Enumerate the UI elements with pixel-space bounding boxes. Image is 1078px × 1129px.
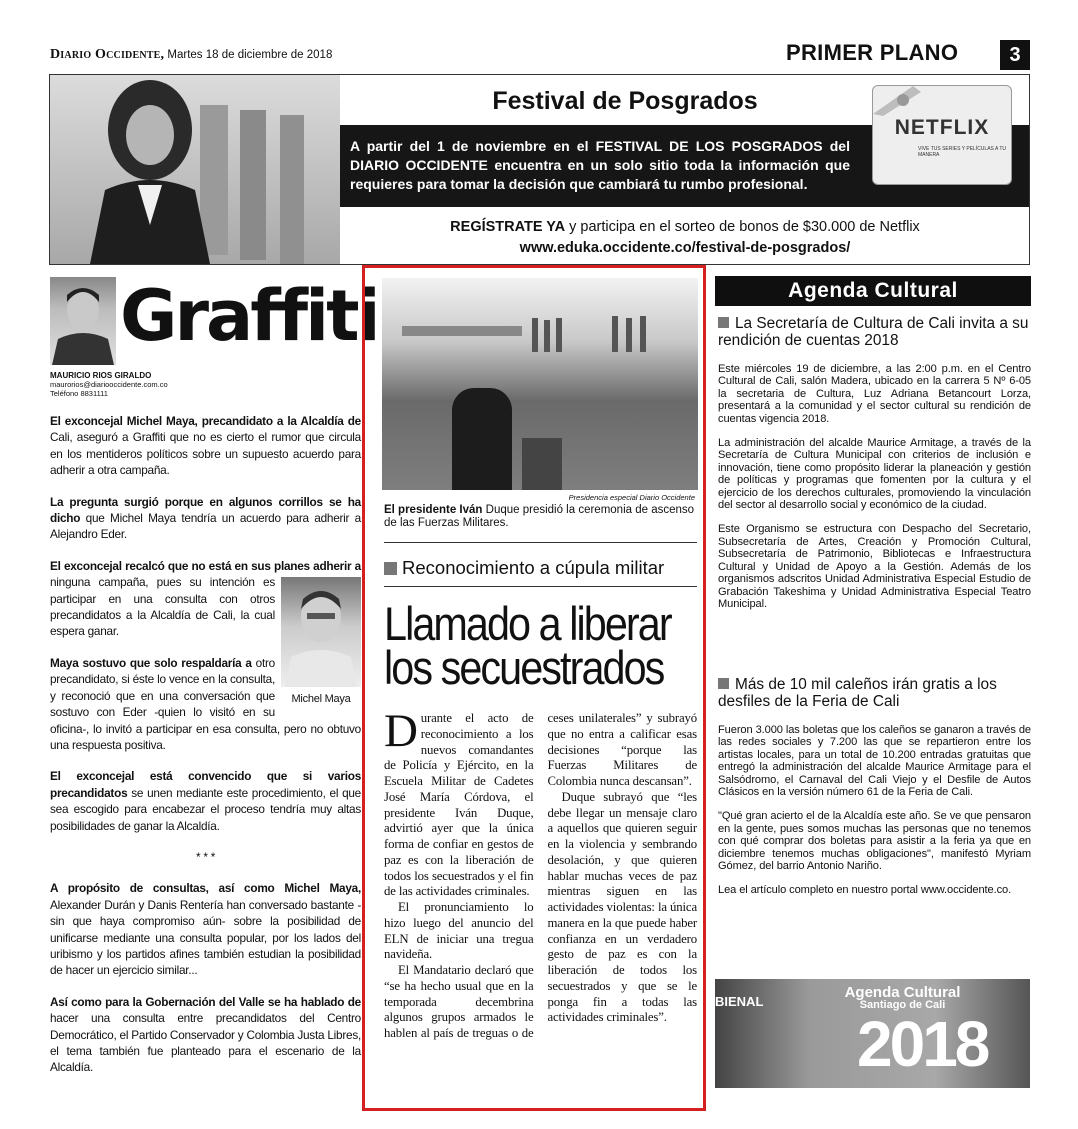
- story-paragraph: Durante el acto de reconocimiento a los nuevos comandantes de Policía y Ejército, en la Escuela Militar de Cadetes José María Córdova, el presidente Iván Duque, advirtió ayer que la única forma de confiar en gestos de paz es con la liberación de todos los secuestrados y el fin de las actividades criminales.: [384, 705, 534, 899]
- netflix-tagline: VIVE TUS SERIES Y PELÍCULAS A TU MANERA: [918, 146, 1007, 158]
- graffiti-title: Graffiti: [120, 275, 378, 357]
- ad-photo-businesswoman: [50, 75, 340, 264]
- story-kicker: Reconocimiento a cúpula militar: [384, 557, 664, 579]
- graffiti-paragraph: El exconcejal recalcó que no está en sus planes adherir a Michel Maya ninguna campaña, pues su intención es participar en una consulta con otros precandidatos a la Alcaldía de Cali, la cual espera ganar.: [50, 558, 361, 640]
- masthead: [50, 47, 332, 63]
- story-photo-president: [382, 278, 698, 490]
- banner-title: Agenda Cultural: [844, 984, 961, 1001]
- graffiti-paragraph: El exconcejal está convencido que si varios precandidatos se unen mediante este procedimiento, el que sea escogido para encabezar el proceso tendría muy altas posibilidades de ganar la Alcaldía.: [50, 769, 361, 833]
- square-bullet-icon: [718, 317, 729, 328]
- author-phone: Teléfono 8831111: [50, 389, 108, 398]
- divider: [384, 586, 697, 587]
- section-title: PRIMER PLANO: [786, 40, 959, 65]
- section-divider-stars: * * *: [195, 849, 216, 864]
- graffiti-body: [50, 413, 361, 1091]
- cta-bold: REGÍSTRATE YA: [450, 219, 566, 235]
- agenda-cultural-banner[interactable]: [715, 979, 1030, 1088]
- graffiti-paragraph: La pregunta surgió porque en algunos corrillos se ha dicho que Michel Maya tendría un acuerdo para adherir a Alejandro Eder.: [50, 494, 361, 542]
- divider: [384, 542, 697, 543]
- photo-credit: Presidencia especial Diario Occidente: [568, 493, 695, 502]
- author-email[interactable]: maurorios@diariooccidente.com.co: [50, 380, 168, 389]
- ad-url[interactable]: www.eduka.occidente.co/festival-de-posgrados/: [519, 240, 851, 256]
- graffiti-paragraph: El exconcejal Michel Maya, precandidato a la Alcaldía de Cali, aseguró a Graffiti que no es cierto el rumor que circula en los mentideros políticos sobre un supuesto acuerdo para adherir a otra campaña.: [50, 414, 361, 478]
- netflix-gift-card: [872, 85, 1012, 185]
- agenda-article-1: Este miércoles 19 de diciembre, a las 2:00 p.m. en el Centro Cultural de Cali, salón Madera, ubicado en la carrera 5 Nº 6-05 la secretaria de Cultura, Luz Adriana Betancourt Lorza, presentará a la comunidad y el sector cultural su rendición de cuentas vigencia 2018. La administración del alcalde Maurice Armitage, a través de la Secretaría de Cultura Municipal con criterios de inclusión e innovación, tiene como propósito liderar la planeación y gestión de políticas y programas que fomenten por la cultura y el ejercicio de los derechos culturales, promoviendo la vinculación del sector al desarrollo social y económico de la ciudad. Este Organismo se estructura con Despacho del Secretario, Subsecretaría de Artes, Creación y Promoción Cultural, Subsecretaría de Patrimonio, Bibliotecas e Infraestructura Cultural y Unidad de Apoyo a la Gestión. Además de los organismos adscritos Unidad Administrativa Especial Estudio de Grabación Takeshima y Unidad Administrativa Especial Teatro Municipal.: [718, 363, 1031, 610]
- gift-ribbon-icon: [873, 86, 1011, 116]
- ad-band-text: A partir del 1 de noviembre en el FESTIVAL DE LOS POSGRADOS del DIARIO OCCIDENTE encuentra en un solo sitio toda la información que requieres para tomar la decisión que cambiará tu rumbo profesional.: [350, 138, 850, 192]
- columnist-photo: [50, 277, 116, 365]
- author-name: MAURICIO RIOS GIRALDO: [50, 371, 152, 380]
- festival-ad[interactable]: [49, 74, 1030, 265]
- ad-cta: [340, 217, 1030, 259]
- michel-maya-photo: [281, 577, 361, 687]
- ad-info-band: [340, 116, 1030, 207]
- graffiti-paragraph: Maya sostuvo que solo respaldaría a otro precandidato, si éste lo vence en la consulta, y reconoció que en una conversación que sostuvo con Eder -quien lo visitó en su oficina-, lo invitó a participar en esa consulta, pero no obtuvo una respuesta positiva.: [50, 655, 361, 752]
- story-paragraph: Duque subrayó que “les debe llegar un mensaje claro a aquellos que quieren seguir en la violencia y sembrando desolación, y que quieren hablar muchas veces de paz mientras siguen en las actividades violentas: la única manera en la que puede haber confianza en un verdadero gesto de paz es con la liberación de todos los secuestrados y que se le ponga fin a todas las actividades criminales”.: [547, 789, 697, 1025]
- banner-bienal: BIENAL: [715, 994, 764, 1009]
- story-paragraph: El pronunciamiento lo hizo luego del anuncio del ELN de iniciar una tregua navideña.: [384, 900, 534, 962]
- story-headline: Llamado a liberar los secuestrados: [384, 597, 671, 694]
- photo-caption: El presidente Iván Duque presidió la ceremonia de ascenso de las Fuerzas Militares.: [384, 504, 695, 529]
- cta-rest: y participa en el sorteo de bonos de $30.000 de Netflix: [565, 219, 920, 235]
- speaker-figure: [452, 388, 512, 490]
- issue-date: Martes 18 de diciembre de 2018: [167, 49, 333, 61]
- story-paragraph: El Mandatario declaró que “se ha hecho usual que en la temporada decembrina algunos grupos armados le hablen al país de treguas o de ceses unilaterales” y subrayó que no entra a calificar esas decisiones “porque las Fuerzas Militares de Colombia nunca descansan”.: [384, 711, 697, 1040]
- drop-cap: D: [384, 705, 418, 757]
- photo-caption-michel-maya: Michel Maya: [291, 693, 351, 706]
- story-body: [384, 705, 697, 1042]
- main-story-box: [362, 265, 706, 1111]
- agenda-article-2: Fueron 3.000 las boletas que los caleños se ganaron a través de las redes sociales y 7.200 las que se repartieron entre los artistas locales, para un total de 10.200 entradas gratuitas que entregó la administración del alcalde Maurice Armitage para el Salsódromo, el Carnaval del Cali Viejo y el Desfile de Autos Clásicos en la versión número 61 de la Feria de Cali. "Qué gran acierto el de la Alcaldía este año. Se ve que pensaron en la gente, pues somos muchas las personas que no tenemos con qué comprar dos boletas para asistir a la feria ya que en diciembre tenemos muchas obligaciones", manifestó Myriam Gómez, del barrio Antonio Nariño. Lea el artículo completo en nuestro portal www.occidente.co.: [718, 724, 1031, 897]
- agenda-headline-2: Más de 10 mil caleños irán gratis a los desfiles de la Feria de Cali: [718, 676, 997, 710]
- author-block: [50, 371, 168, 398]
- banner-subtitle: Santiago de Cali: [859, 999, 946, 1011]
- page-number: 3: [1000, 40, 1030, 70]
- netflix-logo: NETFLIX: [894, 116, 990, 139]
- agenda-headline-1: La Secretaría de Cultura de Cali invita a su rendición de cuentas 2018: [718, 315, 1029, 349]
- square-bullet-icon: [384, 562, 397, 575]
- banner-year: 2018: [857, 1008, 988, 1080]
- square-bullet-icon: [718, 678, 729, 689]
- agenda-title-bar: Agenda Cultural: [715, 276, 1031, 306]
- graffiti-paragraph: A propósito de consultas, así como Michel Maya, Alexander Durán y Danis Rentería han conversado bastante -sin que haya compromiso aún- sobre la posibilidad de unificarse mediante una consulta popular, por los lados del uribismo y los partidos afines también estudian la posibilidad de hacer un ejercicio similar...: [50, 881, 361, 978]
- ad-title: Festival de Posgrados: [492, 87, 758, 115]
- graffiti-paragraph: Así como para la Gobernación del Valle se ha hablado de hacer una consulta entre precandidatos del Centro Democrático, el Partido Conservador y Colombia Justa Libres, el tema también fue planteado para el escenario de la Alcaldía.: [50, 994, 361, 1075]
- paper-name: Diario Occidente,: [50, 47, 165, 62]
- lectern: [522, 438, 562, 490]
